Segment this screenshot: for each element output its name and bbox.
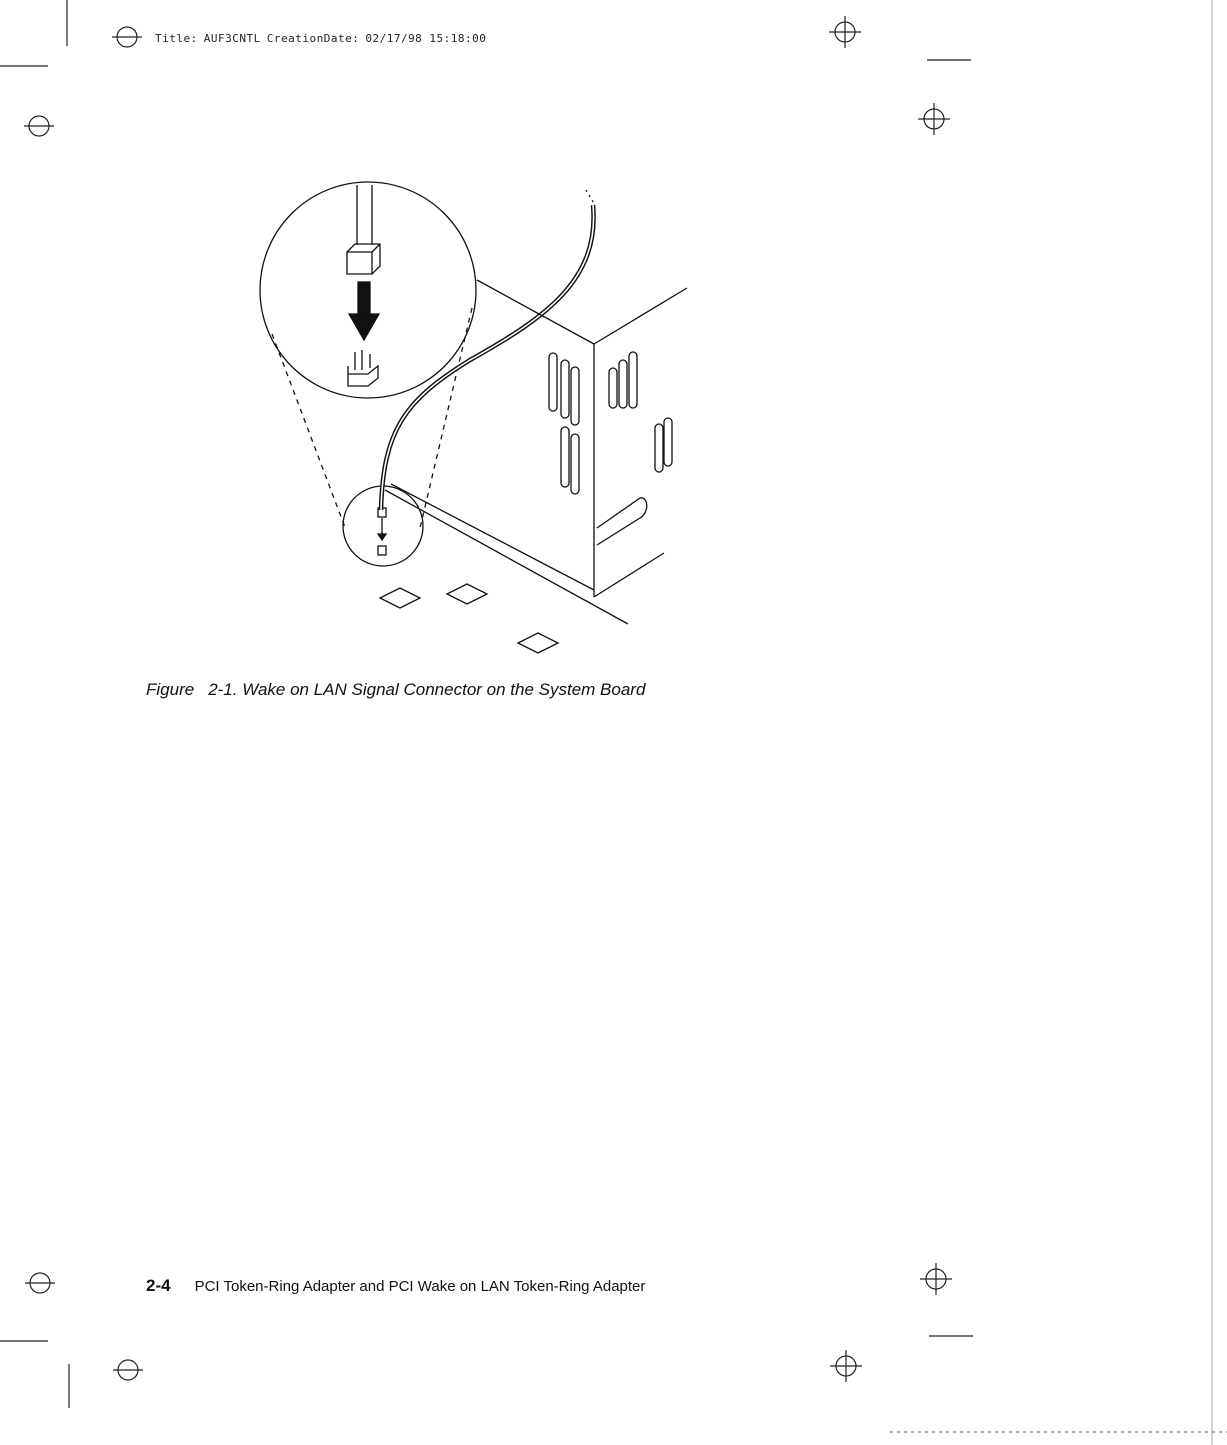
figure-caption <box>146 680 645 700</box>
registration-mark-icon <box>24 116 54 136</box>
board-component-diamond <box>380 588 420 608</box>
small-pins-icon <box>378 546 386 555</box>
page-number: 2-4 <box>146 1276 171 1295</box>
registration-mark-icon <box>25 1273 55 1293</box>
registration-mark-icon <box>113 1360 143 1380</box>
registration-mark-icon <box>830 1350 862 1382</box>
cable-plug-icon <box>347 244 380 274</box>
leader-line <box>420 308 472 528</box>
header-title-label: Title: <box>155 32 198 45</box>
caption-text: Wake on LAN Signal Connector on the System Board <box>242 680 646 699</box>
caption-number: 2-1. <box>208 680 238 699</box>
board-component-diamond <box>447 584 487 604</box>
board-component-diamond <box>518 633 558 653</box>
insert-arrow-icon <box>349 282 379 340</box>
page-footer <box>146 1276 645 1296</box>
cable-continuation <box>586 190 595 205</box>
registration-mark-icon <box>829 16 861 48</box>
figure-illustration <box>240 175 710 665</box>
registration-mark-icon <box>920 1263 952 1295</box>
header-title-value: AUF3CNTL <box>203 32 261 45</box>
board-header-pins-icon <box>348 350 378 386</box>
running-title: PCI Token-Ring Adapter and PCI Wake on LAN Token-Ring Adapter <box>194 1278 646 1295</box>
registration-mark-icon <box>112 27 142 47</box>
registration-mark-icon <box>918 103 950 135</box>
system-unit-case <box>385 280 687 624</box>
header-creation-label: CreationDate: <box>266 32 360 45</box>
print-header <box>155 32 492 45</box>
leader-line <box>272 334 346 530</box>
header-creation-value: 02/17/98 15:18:00 <box>365 32 487 45</box>
signal-cable <box>381 205 594 510</box>
caption-label: Figure <box>146 680 195 699</box>
